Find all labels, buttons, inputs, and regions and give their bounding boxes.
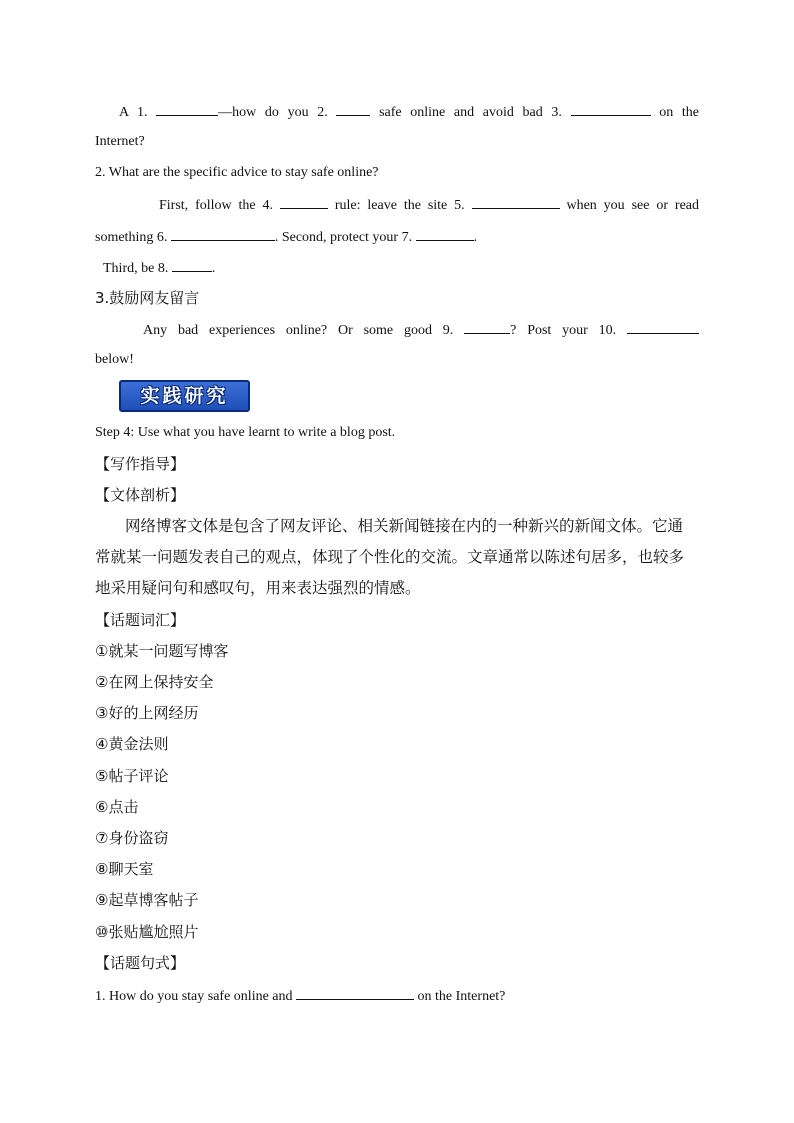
writing-guide-heading: 【写作指导】: [95, 455, 186, 473]
summary-line-something: something 6. . Second, protect your 7. .: [95, 226, 699, 248]
blank-10[interactable]: [627, 319, 699, 334]
blank-8[interactable]: [172, 257, 212, 272]
vocab-item: ⑦身份盗窃: [95, 829, 169, 847]
blank-9[interactable]: [464, 319, 510, 334]
question-2: 2. What are the specific advice to stay safe online?: [95, 165, 379, 180]
genre-analysis-heading: 【文体剖析】: [95, 486, 186, 504]
vocab-item: ⑤帖子评论: [95, 767, 169, 785]
summary-below: below!: [95, 352, 134, 367]
blank-3[interactable]: [571, 101, 651, 116]
summary-line-any: Any bad experiences online? Or some good 9. ? Post your 10.: [95, 319, 699, 341]
vocab-item: ②在网上保持安全: [95, 673, 214, 691]
genre-paragraph-line-2: 常就某一问题发表自己的观点，体现了个性化的交流。文章通常以陈述句居多，也较多: [95, 548, 685, 566]
blank-1[interactable]: [156, 101, 218, 116]
vocab-item: ④黄金法则: [95, 735, 169, 753]
summary-line-first: First, follow the 4. rule: leave the site 5. when you see or read: [95, 194, 699, 216]
vocab-item: ③好的上网经历: [95, 704, 199, 722]
blank-2[interactable]: [336, 101, 370, 116]
summary-internet-question: Internet?: [95, 134, 145, 149]
vocab-item: ⑥点击: [95, 798, 139, 816]
question-3: 3.鼓励网友留言: [95, 289, 200, 307]
practice-banner: 实践研究: [119, 380, 250, 412]
vocab-item: ⑧聊天室: [95, 860, 154, 878]
step-4: Step 4: Use what you have learnt to write a blog post.: [95, 425, 396, 440]
blank-5[interactable]: [472, 194, 560, 209]
topic-vocab-heading: 【话题词汇】: [95, 611, 186, 629]
summary-line-third: Third, be 8. .: [95, 257, 707, 279]
vocab-item: ①就某一问题写博客: [95, 642, 229, 660]
topic-sentences-heading: 【话题句式】: [95, 954, 186, 972]
genre-paragraph-line-3: 地采用疑问句和感叹句，用来表达强烈的情感。: [95, 579, 421, 597]
sentence-1: 1. How do you stay safe online and on the Internet?: [95, 985, 699, 1007]
blank-4[interactable]: [280, 194, 328, 209]
genre-paragraph-line-1: 网络博客文体是包含了网友评论、相关新闻链接在内的一种新兴的新闻文体。它通: [125, 517, 684, 535]
blank-sentence-1[interactable]: [296, 985, 414, 1000]
summary-line-a: A 1. —how do you 2. safe online and avoid bad 3. on the: [95, 101, 699, 123]
blank-7[interactable]: [416, 226, 474, 241]
vocab-item: ⑨起草博客帖子: [95, 891, 199, 909]
blank-6[interactable]: [171, 226, 275, 241]
vocab-item: ⑩张贴尴尬照片: [95, 923, 199, 941]
